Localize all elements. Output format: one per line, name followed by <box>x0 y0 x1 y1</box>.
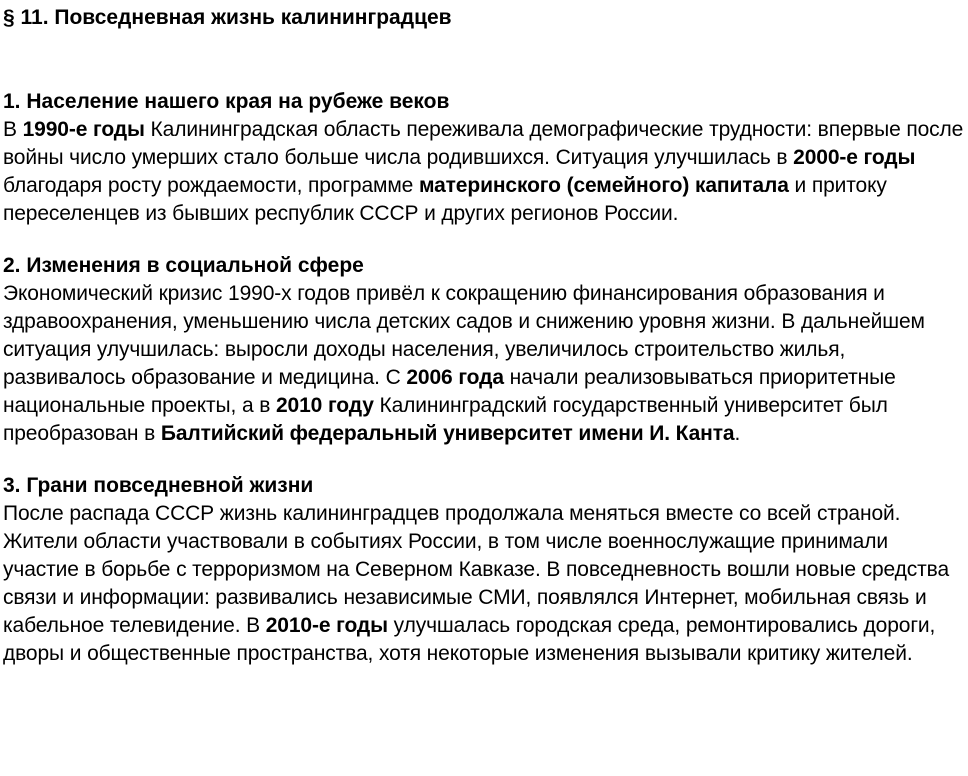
document-title: § 11. Повседневная жизнь калининградцев <box>3 6 452 29</box>
text-run: Калининградская область переживала демографические трудности: впервые после войны число умерших стало больше числа родившихся. Ситуация улучшилась в <box>3 118 964 169</box>
section-paragraph <box>3 116 965 228</box>
section-heading: 2. Изменения в социальной сфере <box>3 254 364 277</box>
section-heading: 1. Население нашего края на рубеже веков <box>3 90 450 113</box>
section-paragraph <box>3 280 965 448</box>
bold-term: 1990-е годы <box>22 118 145 141</box>
bold-term: 2010 году <box>276 394 374 417</box>
section-heading: 3. Грани повседневной жизни <box>3 474 314 497</box>
text-run: В <box>3 118 23 141</box>
bold-term: материнского (семейного) капитала <box>418 174 789 197</box>
title-spacer <box>3 32 965 88</box>
text-run: Калининградский государственный университет был преобразован в <box>3 394 888 445</box>
section-population <box>3 88 965 228</box>
text-run: благодаря росту рождаемости, программе <box>3 174 419 197</box>
bold-term: 2010-е годы <box>265 614 388 637</box>
text-run: После распада СССР жизнь калининградцев продолжала меняться вместе со всей страной. Жители области участвовали в событиях России, в том числе военнослужащие принимали участие в борьбе с терроризмом на Северном Кавказе. В повседневность вошли новые средства связи и информации: развивались независимые СМИ, появлялся Интернет, мобильная связь и кабельное телевидение. В <box>3 502 950 637</box>
text-run: Экономический кризис 1990-х годов привёл к сокращению финансирования образования и здравоохранения, уменьшению числа детских садов и снижению уровня жизни. В дальнейшем ситуация улучшилась: выросли доходы населения, увеличилось строительство жилья, развивалось образование и медицина. С <box>3 282 925 389</box>
text-run: . <box>734 422 741 445</box>
bold-term: 2000-е годы <box>793 146 916 169</box>
text-run: улучшалась городская среда, ремонтировались дороги, дворы и общественные пространства, хотя некоторые изменения вызывали критику жителей. <box>3 614 936 665</box>
bold-term: Балтийский федеральный университет имени И. Канта <box>160 422 735 445</box>
text-run: и притоку переселенцев из бывших республик СССР и других регионов России. <box>3 174 887 225</box>
bold-term: 2006 года <box>406 366 504 389</box>
section-social-sphere <box>3 252 965 448</box>
section-paragraph <box>3 500 965 668</box>
section-everyday-life <box>3 472 965 668</box>
text-run: начали реализовываться приоритетные национальные проекты, а в <box>3 366 896 417</box>
